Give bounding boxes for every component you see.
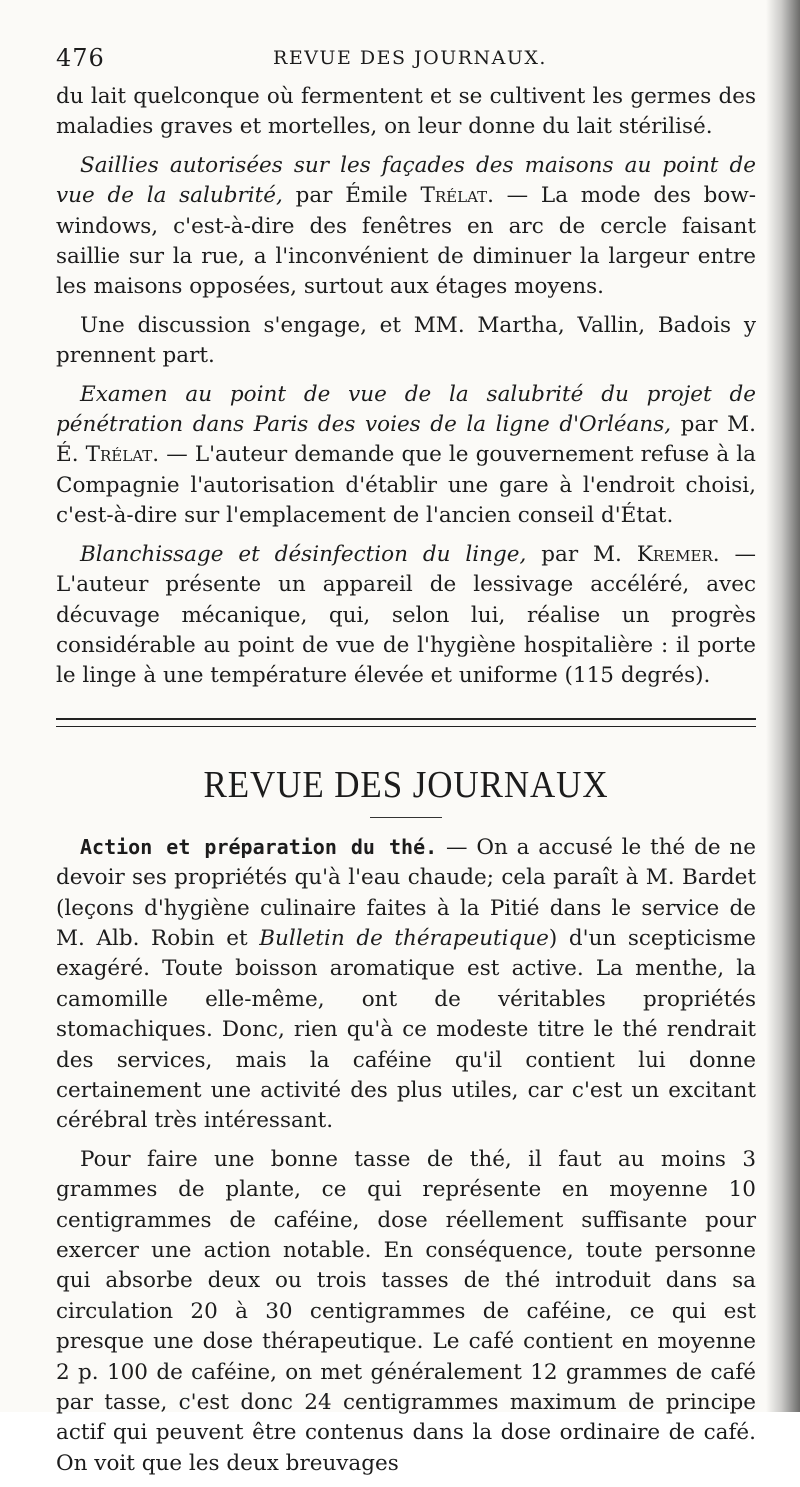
article-by: par Émile: [282, 183, 421, 209]
page-body: [56, 82, 756, 1487]
title-underline: [370, 817, 442, 818]
article-title-examen: Examen au point de vue de la salubrité du projet de pénétration dans Paris des voies de la ligne d'Orléans,: [56, 381, 756, 438]
article-text-blanchissage: . — L'auteur présente un appareil de lessivage accéléré, avec décuvage mécanique, qui, selon lui, réalise un progrès considérable au point de vue de l'hygiène hospitalière : il porte le linge à une température élevée et uniforme (115 degrés).: [56, 541, 757, 689]
paragraph-discussion: Une discussion s'engage, et MM. Martha, Vallin, Badois y prennent part.: [56, 312, 756, 369]
paragraph-continuation: du lait quelconque où fermentent et se cultivent les germes des maladies graves et mortelles, on leur donne du lait stérilisé.: [56, 84, 756, 140]
article-text-the-2: ) d'un scepticisme exagéré. Toute boisson aromatique est active. La menthe, la camomille elle-même, ont de véritables propriétés stomachiques. Donc, rien qu'à ce modeste titre le thé rendrait des services, mais la caféine qu'il contient lui donne certainement une activité des plus utiles, car c'est un excitant cérébral très intéressant.: [56, 925, 756, 1134]
paragraph-saillies: [56, 151, 756, 303]
article-text-saillies: . — La mode des bow-windows, c'est-à-dire des fenêtres en arc de cercle faisant saillie sur la rue, a l'inconvénient de diminuer la largeur entre les maisons opposées, surtout aux étages moyens.: [56, 183, 756, 300]
author-trelat: Trélat: [420, 183, 488, 209]
paragraph-examen: [56, 380, 756, 532]
section-title: REVUE DES JOURNAUX: [203, 763, 609, 806]
paragraph-blanchissage: [56, 540, 756, 692]
article-by: par M. É.: [56, 412, 756, 468]
page-number: 476: [56, 44, 105, 72]
author-kremer: Kremer: [636, 541, 713, 567]
author-trelat: Trélat: [85, 442, 153, 468]
section-divider: [56, 718, 756, 727]
article-by: par M.: [526, 541, 637, 567]
article-heading-the: Action et préparation du thé.: [80, 834, 438, 859]
journal-name: Bulletin de thérapeutique: [259, 925, 549, 951]
book-spine-shadow: [766, 0, 800, 1412]
article-title-saillies: Saillies autorisées sur les façades des maisons au point de vue de la salubrité,: [56, 152, 756, 209]
article-title-blanchissage: Blanchissage et désinfection du linge,: [80, 541, 527, 567]
page-header: [56, 44, 764, 78]
running-head: REVUE DES JOURNAUX.: [273, 47, 547, 69]
paragraph-the: [56, 832, 756, 1137]
article-text-examen: . — L'auteur demande que le gouvernement refuse à la Compagnie l'autorisation d'établir une gare à l'endroit choisi, c'est-à-dire sur l'emplacement de l'ancien conseil d'État.: [56, 442, 756, 529]
article-text-the-1: — On a accusé le thé de ne devoir ses propriétés qu'à l'eau chaude; cela paraît à M. Bardet (leçons d'hygiène culinaire faites à la Pitié dans le service de M. Alb. Robin et: [56, 834, 756, 951]
paragraph-tasse: Pour faire une bonne tasse de thé, il faut au moins 3 grammes de plante, ce qui représente en moyenne 10 centigrammes de caféine, dose réellement suffisante pour exercer une action notable. En conséquence, toute personne qui absorbe deux ou trois tasses de thé introduit dans sa circulation 20 à 30 centigrammes de caféine, ce qui est presque une dose thérapeutique. Le café contient en moyenne 2 p. 100 de caféine, on met généralement 12 grammes de café par tasse, c'est donc 24 centigrammes maximum de principe actif qui peuvent être contenus dans la dose ordinaire de café. On voit que les deux breuvages: [56, 1146, 756, 1476]
